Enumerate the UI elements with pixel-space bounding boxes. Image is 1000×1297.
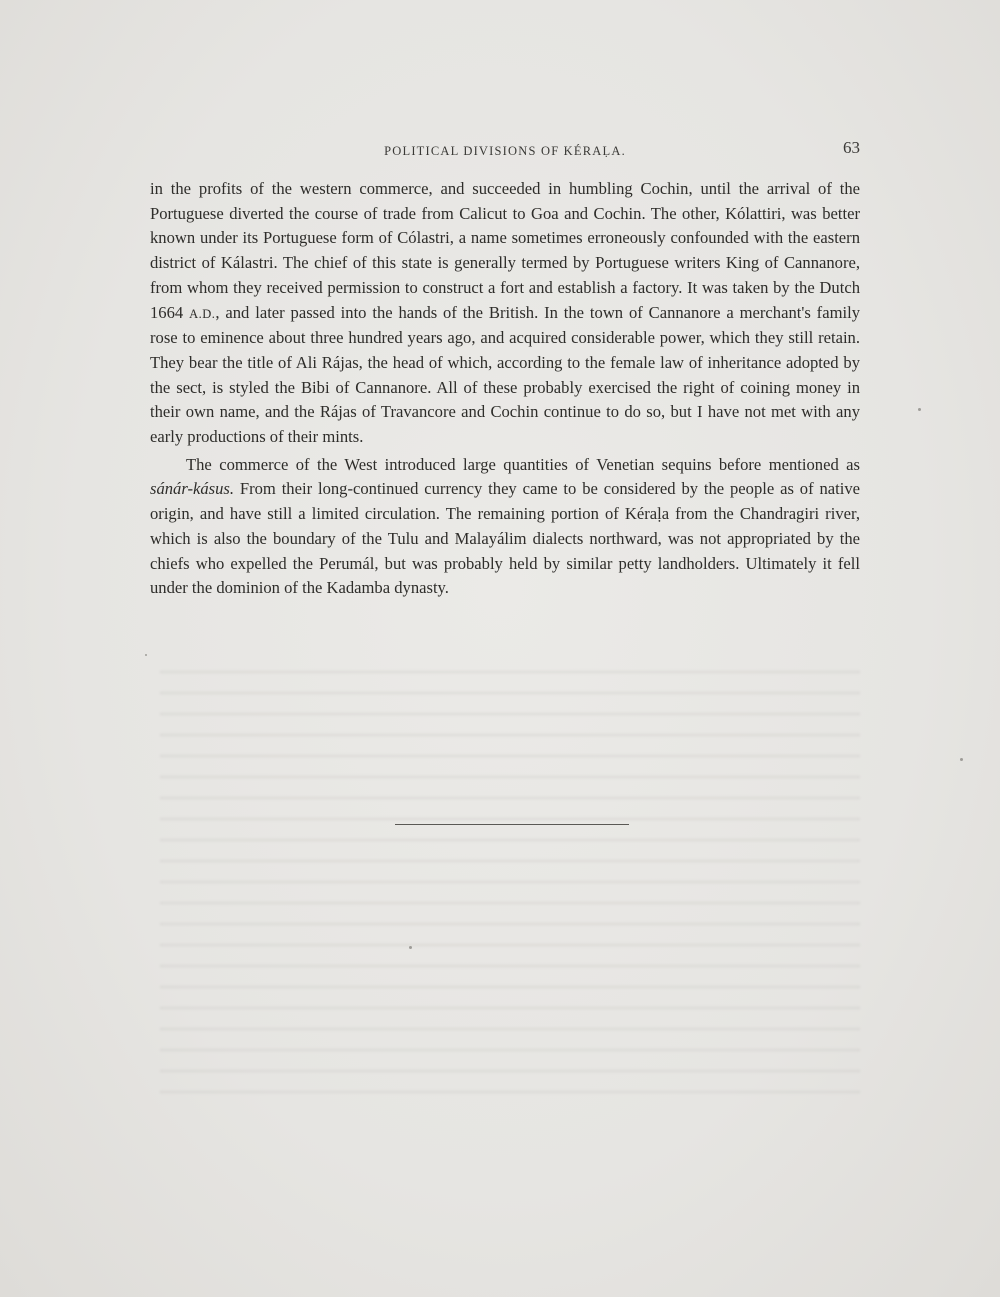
paragraph-1 [150, 177, 860, 450]
paper-speck [145, 654, 147, 656]
paper-speck [960, 758, 963, 761]
section-end-rule [395, 824, 629, 825]
paragraph-1-text-a: in the profits of the western commerce, and succeeded in humbling Cochin, until the arrival of the Portuguese diverted the course of trade from Calicut to Goa and Cochin. The other, Kólattiri, was better known under its Portuguese form of Cólastri, a name sometimes erroneously confounded with the eastern district of Kálastri. The chief of this state is generally termed by Portuguese writers King of Cannanore, from whom they received permission to construct a fort and establish a factory. It was taken by the Dutch 1664 [150, 179, 860, 322]
era-abbreviation: A.D. [189, 306, 216, 321]
italic-term: sánár-kásus. [150, 479, 235, 499]
reverse-side-show-through [160, 662, 860, 1102]
paragraph-2-text-a: The commerce of the West introduced large quantities of Venetian sequins before mentioned as [186, 454, 860, 474]
paragraph-2 [150, 453, 860, 601]
paper-speck [918, 408, 921, 411]
page-number: 63 [843, 138, 860, 157]
paragraph-2-text-b: From their long-continued currency they came to be considered by the people as of native origin, and have still a limited circulation. The remaining portion of Kéraḷa from the Chandragiri river, which is also the boundary of the Tulu and Malayálim dialects northward, was not appropriated by the chiefs who expelled the Perumál, but was probably held by similar petty landholders. Ultimately it fell under the dominion of the Kadamba dynasty. [150, 479, 860, 598]
running-title: POLITICAL DIVISIONS OF KÉRAḶA. [384, 144, 626, 158]
body-text [150, 177, 860, 601]
paragraph-1-text-b: , and later passed into the hands of the British. In the town of Cannanore a merchant's family rose to eminence about three hundred years ago, and acquired considerable power, which they still retain. They bear the title of Ali Rájas, the head of which, according to the female law of inheritance adopted by the sect, is styled the Bibi of Cannanore. All of these probably exercised the right of coining money in their own name, and the Rájas of Travancore and Cochin continue to do so, but I have not met with any early productions of their mints. [150, 302, 860, 447]
paper-speck [409, 946, 412, 949]
running-head [150, 138, 860, 168]
